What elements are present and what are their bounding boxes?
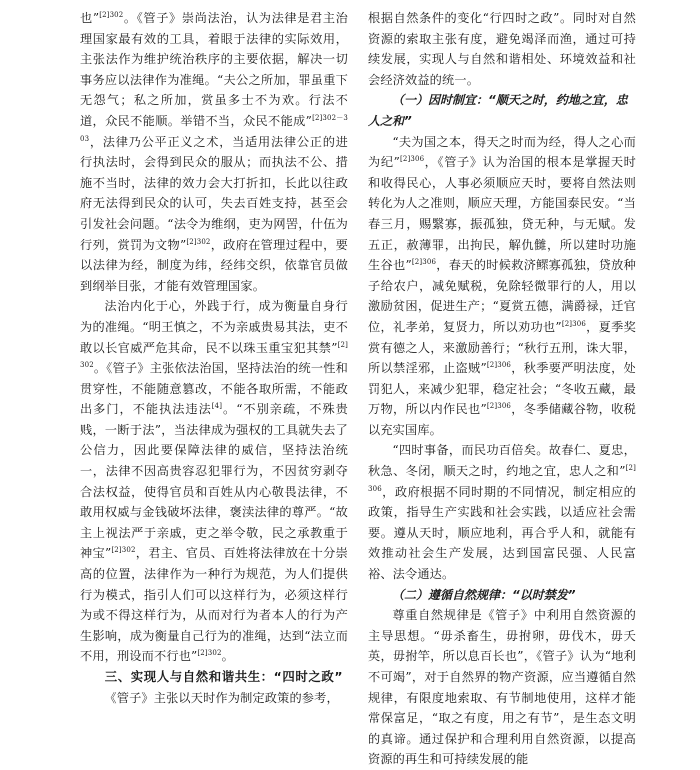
paragraph-section-intro: 《管子》主张以天时作为制定政策的参考，	[104, 690, 339, 705]
section-heading: 三、实现人与自然和谐共生：“四时之政”	[104, 669, 344, 684]
citation-ref: [2]302	[99, 10, 124, 19]
text-run: ，春天的时候救济鳏寡孤独，贷放种子给农户，减免赋税，免除轻微罪行的人，用以激励贫困，促进生产；“夏赏五德，满爵禄，迁官位，礼孝弟，复贤力，所以劝功也”	[368, 258, 636, 334]
citation-ref: [2]302	[186, 237, 211, 246]
citation-ref: [2]306	[561, 319, 586, 328]
text-run: ，君主、官员、百姓将法律放在十分崇高的位置，法律作为一种行为规范，为人们提供行为模式，指引人们可以这样行为，必须这样行为或不得这样行为，从而对行为者本人的行为产生影响，成为衡量自己行为的准绳，达到“法立而不用，刑设而不行也”	[80, 546, 348, 664]
citation-ref: [2]302	[80, 340, 348, 370]
paragraph-rule-of-law-internalized	[80, 296, 348, 667]
subsection-heading-2: （二）遵循自然规律：“以时禁发”	[392, 587, 576, 602]
text-run: “夫为国之本，得天之时而为经，得人之心而为纪”	[368, 134, 636, 170]
left-column	[80, 8, 348, 708]
paragraph-natural-law: 尊重自然规律是《管子》中利用自然资源的主导思想。“毋杀畜生，毋拊卵，毋伐木，毋夭英，毋拊竿，所以息百长也”，《管子》认为“地利不可竭”，对于自然界的物产资源，应当遵循自然规律，有限度地索取、有节制地使用，这样才能常保富足，“取之有度，用之有节”，是生态文明的真谛。通过保护和合理利用自然资源，以提高资源的再生和可持续发展的能	[368, 608, 636, 767]
citation-ref: [2]306	[368, 464, 636, 493]
subsection-heading-1: （一）因时制宜：“顺天之时，约地之宜，忠人之和”	[368, 93, 628, 128]
citation-ref: [2]306	[486, 402, 512, 411]
text-run: 。《管子》崇尚法治，认为法律是君主治理国家最有效的工具，着眼于法律的实际效用，主张法作为维护统治秩序的主要依据，解决一切事务应以法律作为准绳。“夫公之所加，罪虽重下无怨气；私之所加，赏虽多士不为欢。行法不道，众民不能顺。举错不当，众民不能成”	[80, 11, 348, 128]
text-run: 。	[221, 649, 234, 664]
text-run: ，夏季奖赏有德之人，来激励善行；“秋行五刑，诛大罪，所以禁淫邪，止盗贼”	[368, 319, 636, 376]
text-run: ，政府在管理过程中，要以法律为经，制度为纬，经纬交织，依靠官员做到纲举目张，才能有效管理国家。	[80, 237, 348, 293]
citation-ref: [2]306	[400, 155, 425, 164]
text-run: 法治内化于心，外践于行，成为衡量自身行为的准绳。“明王慎之，不为亲戚贵易其法，吏不敢以长官威严危其命，民不以珠玉重宝犯其禁”	[80, 299, 348, 355]
paragraph-heaven-earth-people	[368, 440, 636, 584]
citation-ref: [2]306	[411, 258, 437, 267]
text-run: “四时事备，而民功百倍矣。故春仁、夏忠，秋急、冬闭，顺天之时，约地之宜，忠人之和”	[368, 443, 636, 479]
text-run: ，《管子》认为治国的根本是掌握天时和收得民心，人事必须顺应天时，要将自然法则转化为人之准则，顺应天理，方能国泰民安。“当春三月，赐繄寡，振孤独，贷无种，与无赋。发五正，赦薄罪，出拘民，解仇雠，所以建时功施生谷也”	[368, 155, 636, 273]
citation-ref: [4]	[211, 402, 223, 411]
right-column	[368, 8, 636, 770]
citation-ref: [2]302	[111, 546, 136, 555]
citation-ref: [2]302	[197, 649, 222, 658]
paragraph-four-seasons-policy	[368, 132, 636, 441]
text-run: ，法律乃公平正义之术，当适用法律公正的进行执法时，会得到民众的服从；而执法不公、措施不当时，法律的效力会大打折扣，长此以往政府无法得到民众的认可，失去百姓支持，甚至会引发社会问题。“法令为维纲，吏为网罟，什伍为行列，赏罚为文物”	[80, 134, 348, 252]
paragraph-section-intro-continued: 根据自然条件的变化“行四时之政”。同时对自然资源的索取主张有度，避免竭泽而渔，通过可持续发展，实现人与自然和谐相处、环境效益和社会经济效益的统一。	[368, 11, 636, 87]
citation-ref: [2]306	[486, 361, 512, 370]
text-run: ，秋季要严明法度，处罚犯人，来减少犯罪，稳定社会；“冬收五藏，最万物，所以内作民也”	[368, 361, 637, 417]
text-run: ，冬季储藏谷物，收税以充实国库。	[368, 402, 637, 437]
citation-ref: [2]302－303	[80, 113, 348, 143]
text-run: 。《管子》主张依法治国，坚持法治的统一性和贯穿性，不能随意篡改，不能各取所需，不能政出多门，不能执法违法	[80, 361, 348, 417]
text-run: ，政府根据不同时期的不同情况，制定相应的政策，指导生产实践和社会实践，以适应社会需要。遵从天时，顺应地利，再合乎人和，就能有效推动社会生产发展，达到国富民强、人民富裕、法令通达。	[368, 484, 636, 582]
text-run: 也”	[80, 11, 100, 25]
text-run: 。“不别亲疏，不殊贵贱，一断于法”，当法律成为强权的工具就失去了公信力，因此要保障法律的威信，坚持法治统一，法律不因高贵容忍犯罪行为，不因贫穷剥夺合法权益，使得官员和百姓从内心敬畏法律，不敢用权威与金钱破坏法律，褒渎法律的尊严。“故主上视法严于亲戚，吏之举令敬，民之承教重于神宝”	[80, 402, 349, 561]
paragraph-law-as-tool	[80, 8, 348, 296]
